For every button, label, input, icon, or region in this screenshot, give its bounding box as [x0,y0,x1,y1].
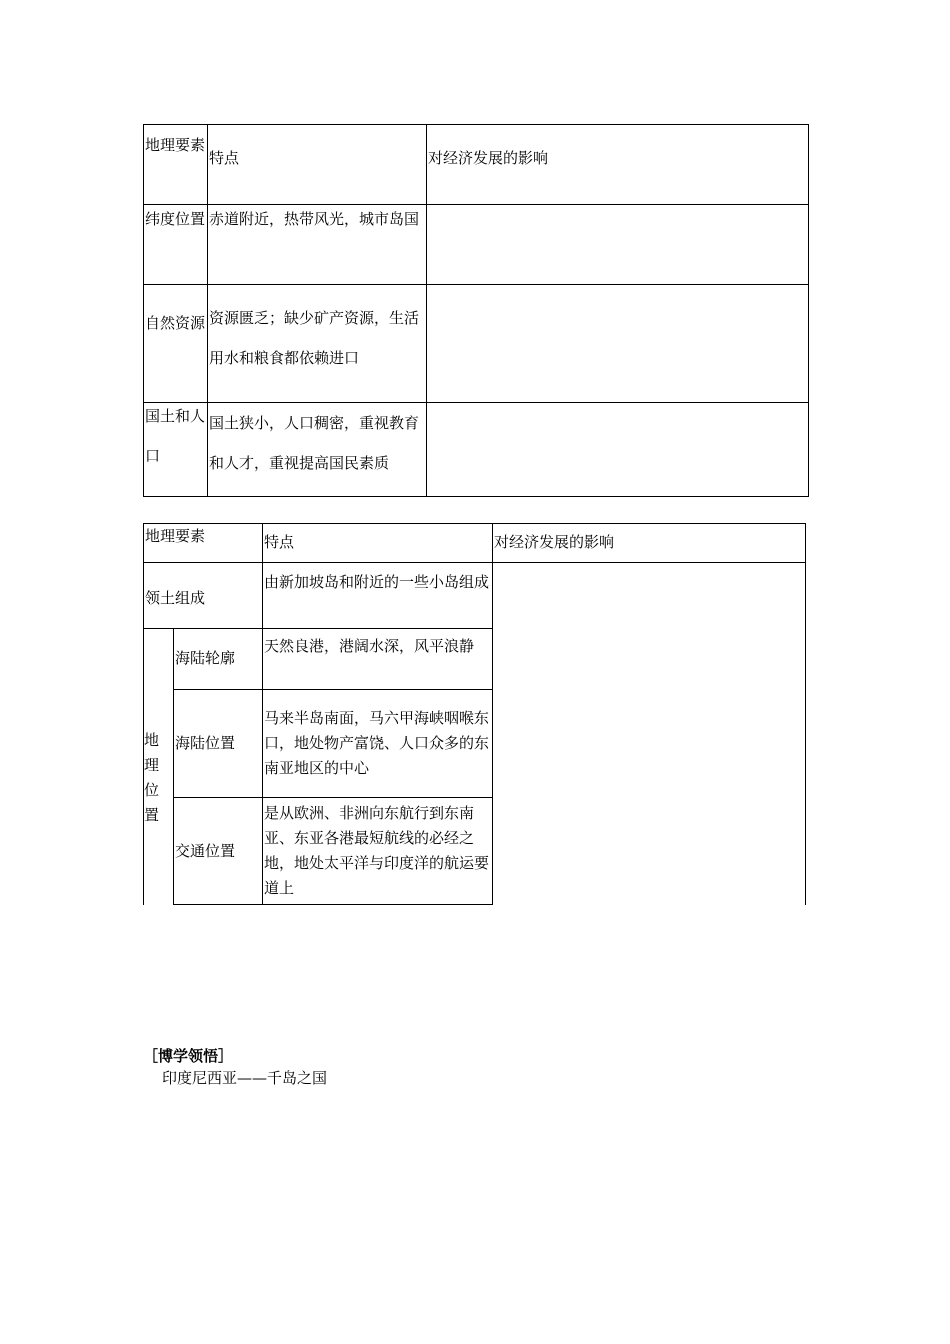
table-border [173,689,492,690]
section-heading: ［博学领悟］ [143,1047,234,1065]
row-element-sea-land-position: 海陆位置 [175,734,236,752]
table-border [173,797,492,798]
row-element-transport-position: 交通位置 [175,842,236,860]
row-feature-transport-position: 是从欧洲、非洲向东航行到东南亚、东亚各港最短航线的必经之地，地处太平洋与印度洋的航运要道上 [264,804,490,897]
header-feature: 特点 [209,149,240,167]
header-feature: 特点 [264,533,295,551]
table-border [143,496,809,497]
table-border [173,904,492,905]
row-feature-sea-land-position: 马来半岛南面，马六甲海峡咽喉东口，地处物产富饶、人口众多的东南亚地区的中心 [264,709,490,777]
row-element-resources: 自然资源 [145,314,206,332]
row-feature-land-population: 国土狭小，人口稠密，重视教育和人才，重视提高国民素质 [209,414,420,472]
group-label-location: 地理位置 [144,731,160,824]
row-impact-resources [427,285,807,402]
row-feature-latitude: 赤道附近，热带风光，城市岛国 [209,210,420,228]
row-element-territory: 领土组成 [145,589,206,607]
header-impact: 对经济发展的影响 [428,149,549,167]
table-border [805,523,806,905]
row-feature-territory: 由新加坡岛和附近的一些小岛组成 [264,573,490,591]
impact-cell [493,563,804,904]
section-subtitle: 印度尼西亚——千岛之国 [162,1069,328,1087]
header-impact: 对经济发展的影响 [494,533,615,551]
table-border [143,628,492,629]
row-feature-coastline: 天然良港，港阔水深，风平浪静 [264,637,475,655]
header-element: 地理要素 [145,527,206,545]
table-border [808,124,809,497]
row-element-coastline: 海陆轮廓 [175,649,236,667]
row-feature-resources: 资源匮乏；缺少矿产资源，生活用水和粮食都依赖进口 [209,309,420,367]
row-element-latitude: 纬度位置 [145,210,206,228]
row-impact-latitude [427,205,807,284]
row-impact-land-population [427,403,807,496]
table-border [143,124,809,125]
table-border [143,523,144,905]
header-element: 地理要素 [145,136,206,154]
row-element-land-population: 国土和人口 [145,407,206,465]
